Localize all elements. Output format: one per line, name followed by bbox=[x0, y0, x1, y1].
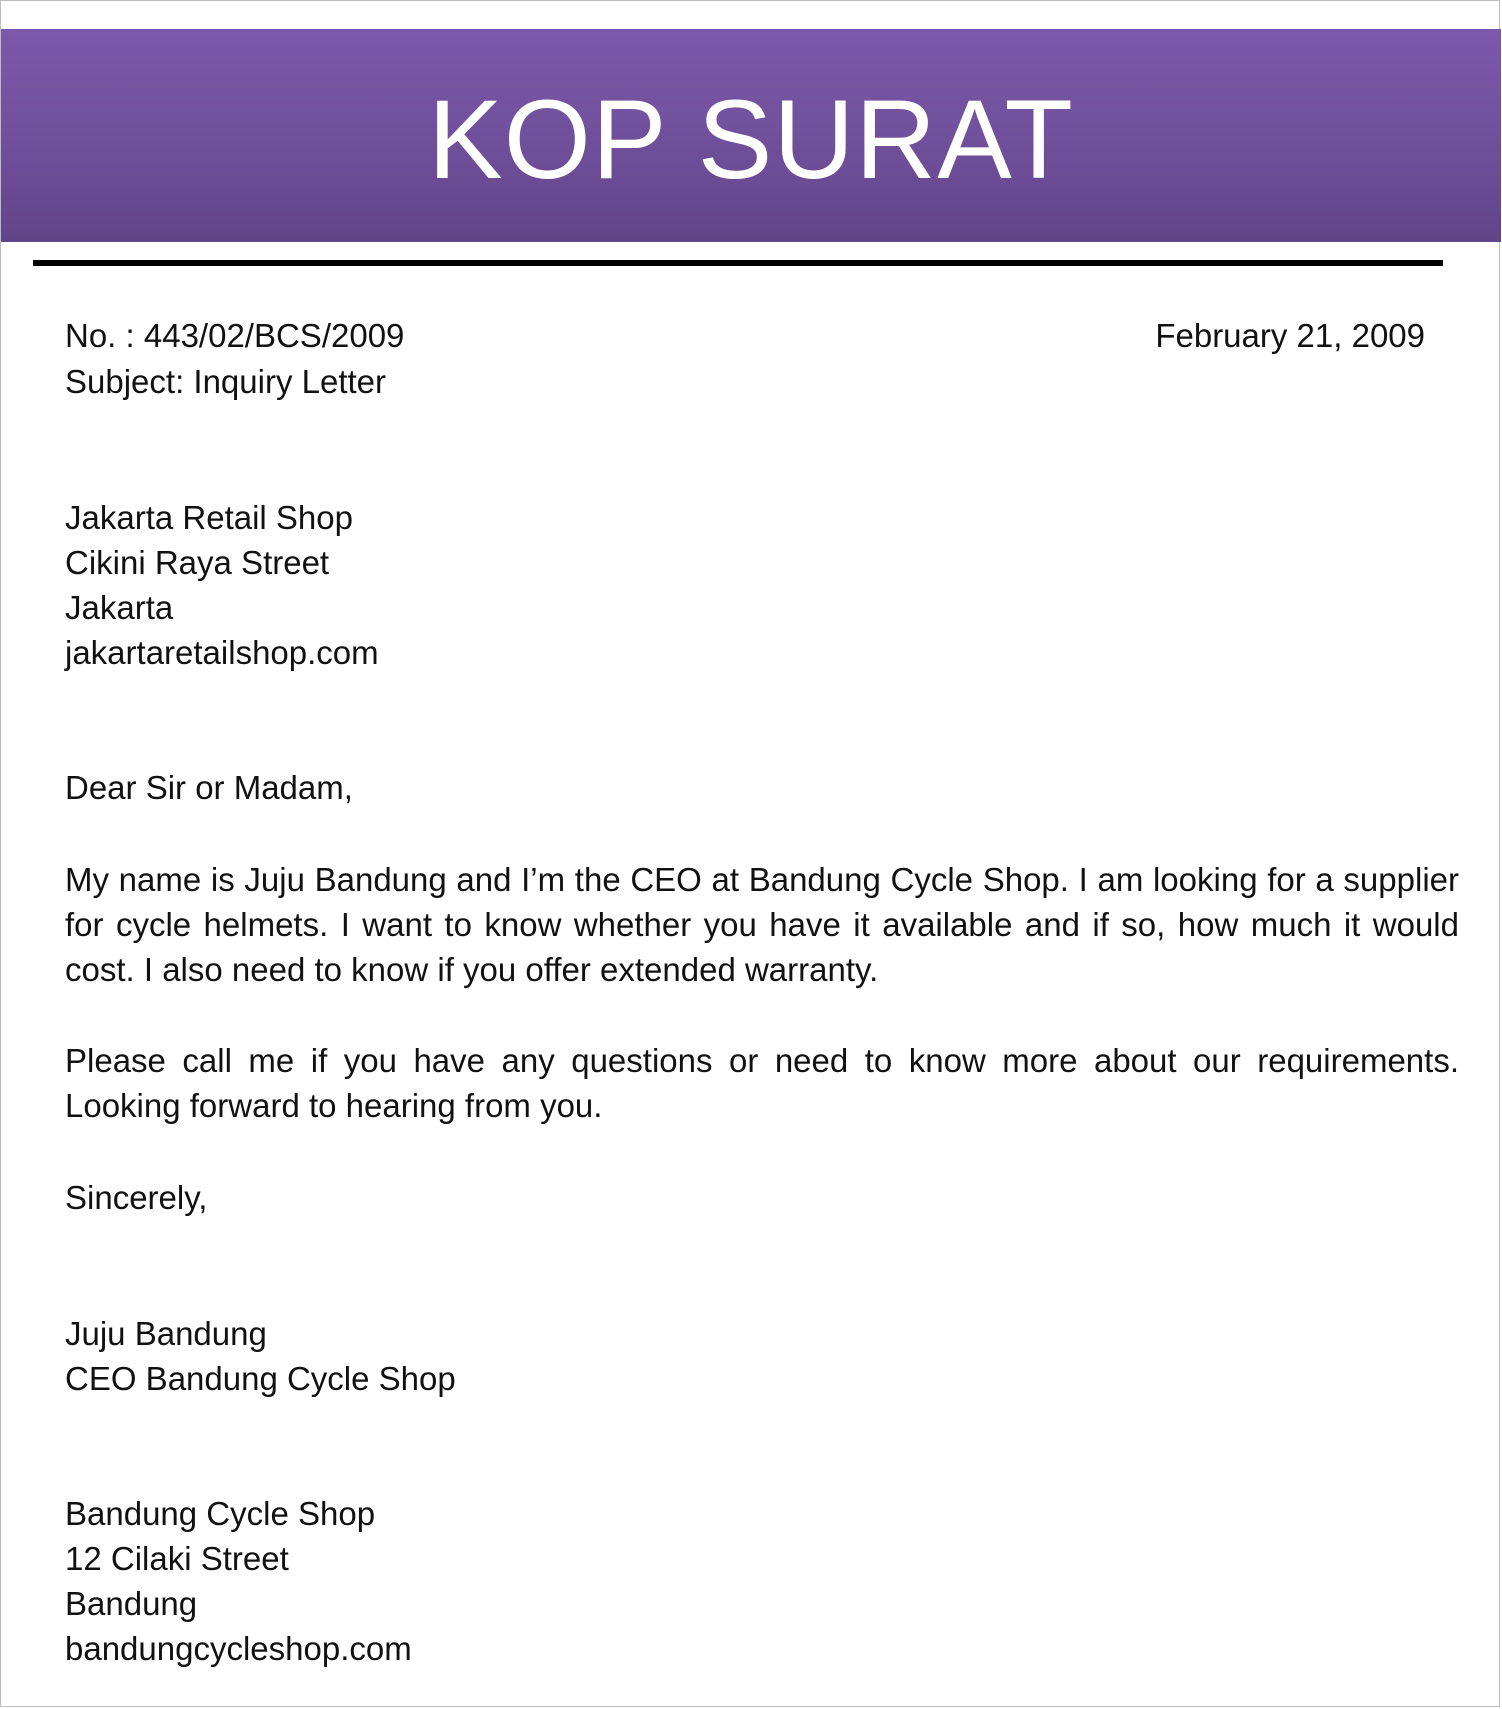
letterhead-title: KOP SURAT bbox=[428, 77, 1074, 202]
signer-title: CEO Bandung Cycle Shop bbox=[65, 1360, 456, 1397]
sender-address bbox=[65, 1491, 412, 1671]
salutation: Dear Sir or Madam, bbox=[65, 769, 353, 806]
reference-number: No. : 443/02/BCS/2009 bbox=[65, 317, 405, 354]
body-paragraph-1: My name is Juju Bandung and I’m the CEO at Bandung Cycle Shop. I am looking for a supplier for cycle helmets. I want to know whether you have it available and if so, how much it would cost. I also need to know if you offer extended warranty. bbox=[65, 861, 1459, 988]
recipient-street: Cikini Raya Street bbox=[65, 544, 330, 581]
sender-street: 12 Cilaki Street bbox=[65, 1540, 289, 1577]
body-paragraph-2: Please call me if you have any questions or need to know more about our requirements. Looking forward to hearing from you. bbox=[65, 1042, 1459, 1124]
recipient-address bbox=[65, 495, 379, 675]
sender-city: Bandung bbox=[65, 1585, 198, 1622]
letter-date: February 21, 2009 bbox=[1155, 317, 1425, 354]
letterhead-band bbox=[1, 29, 1501, 242]
signature-block bbox=[65, 1311, 456, 1401]
recipient-website: jakartaretailshop.com bbox=[65, 634, 379, 671]
closing: Sincerely, bbox=[65, 1179, 208, 1216]
subject-line: Subject: Inquiry Letter bbox=[65, 363, 387, 400]
letterhead-divider bbox=[33, 260, 1443, 266]
signer-name: Juju Bandung bbox=[65, 1315, 267, 1352]
sender-name: Bandung Cycle Shop bbox=[65, 1495, 376, 1532]
recipient-city: Jakarta bbox=[65, 589, 174, 626]
recipient-name: Jakarta Retail Shop bbox=[65, 499, 353, 536]
sender-website: bandungcycleshop.com bbox=[65, 1630, 412, 1667]
